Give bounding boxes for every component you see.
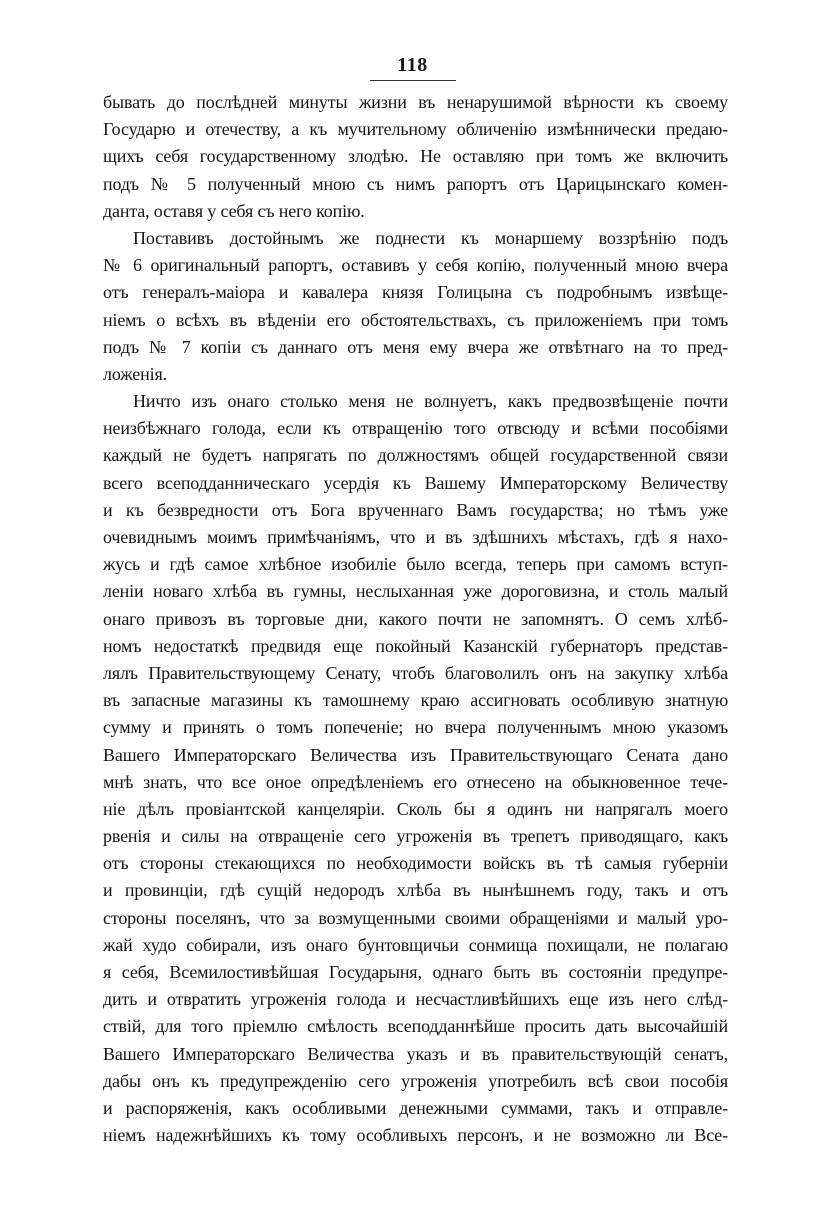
text-line: подъ № 7 копіи съ даннаго отъ меня ему вчера же отвѣтнаго на то пред- — [103, 336, 728, 357]
text-line: бывать до послѣдней минуты жизни въ ненарушимой вѣрности къ своему — [103, 92, 728, 112]
text-line: каждый не будетъ напрягать по должностямъ общей государственной связи — [103, 445, 728, 466]
text-line: ствій, для того пріемлю смѣлость всеподданнѣйше просить дать высочайшій — [103, 1016, 728, 1037]
text-line: данта, оставя у себя съ него копію. — [103, 200, 365, 221]
paragraph — [103, 388, 728, 1149]
paragraph — [103, 225, 728, 388]
text-line: лялъ Правительствующему Сенату, чтобъ благоволилъ онъ на закупку хлѣба — [103, 662, 728, 683]
page-number-rule — [370, 80, 456, 81]
text-line: Вашего Императорскаго Величества изъ Правительствующаго Сената дано — [103, 744, 728, 765]
text-line: отъ стороны стекающихся по необходимости войскъ въ тѣ самыя губерніи — [103, 853, 728, 874]
text-line: ніемъ надежнѣйшихъ къ тому особливыхъ персонъ, и не возможно ли Все- — [103, 1125, 728, 1146]
page-body — [103, 89, 728, 1149]
text-line: стороны поселянъ, что за возмущенными своими обращеніями и малый уро- — [103, 907, 728, 928]
text-line: въ запасные магазины къ тамошнему краю ассигновать особливую знатную — [103, 690, 728, 711]
text-line: онаго привозъ въ торговые дни, какого почти не запомнятъ. О семъ хлѣб- — [103, 608, 728, 629]
text-line: номъ недостаткѣ предвидя еще покойный Казанскій губернаторъ представ- — [103, 635, 728, 656]
text-line: № 6 оригинальный рапортъ, оставивъ у себя копію, полученный мною вчера — [103, 255, 728, 276]
text-line: я себя, Всемилостивѣйшая Государыня, однаго быть въ состояніи предупре- — [103, 962, 728, 982]
text-line: ніе дѣлъ провіантской канцеляріи. Сколь бы я одинъ ни напрягалъ моего — [103, 798, 728, 819]
text-line: и провинціи, гдѣ сущій недородъ хлѣба въ нынѣшнемъ году, такъ и отъ — [103, 880, 728, 901]
text-line: ложенія. — [103, 363, 167, 384]
text-line: мнѣ знать, что все оное опредѣленіемъ его отнесено на обыкновенное тече- — [103, 771, 728, 792]
text-line: жусь и гдѣ самое хлѣбное изобиліе было всегда, теперь при самомъ вступ- — [103, 554, 728, 575]
text-line: жай худо собирали, изъ онаго бунтовщичьи сонмища похищали, не полагаю — [103, 934, 728, 955]
text-line: очевиднымъ моимъ примѣчаніямъ, что и въ здѣшнихъ мѣстахъ, гдѣ я нахо- — [103, 527, 728, 547]
text-line: дабы онъ къ предупрежденію сего угроженія употребилъ всѣ свои пособія — [103, 1070, 728, 1091]
text-line: сумму и принять о томъ попеченіе; но вчера полученнымъ мною указомъ — [103, 717, 728, 738]
text-line: щихъ себя государственному злодѣю. Не оставляю при томъ же включить — [103, 146, 728, 167]
paragraph — [103, 89, 728, 225]
text-line: Государю и отечеству, а къ мучительному обличенію измѣннически предаю- — [103, 119, 728, 140]
text-line: дить и отвратить угроженія голода и несчастливѣйшихъ еще изъ него слѣд- — [103, 989, 728, 1010]
text-line: Ничто изъ онаго столько меня не волнуетъ, какъ предвозвѣщеніе почти — [133, 391, 728, 412]
text-line: ніемъ о всѣхъ въ вѣденіи его обстоятельствахъ, съ приложеніемъ при томъ — [103, 309, 728, 330]
text-line: и къ безвредности отъ Бога врученнаго Вамъ государства; но тѣмъ уже — [103, 499, 728, 520]
text-line: Вашего Императорскаго Величества указъ и въ правительствующій сенатъ, — [103, 1043, 728, 1064]
text-line: всего всеподданническаго усердія къ Вашему Императорскому Величеству — [103, 472, 728, 493]
text-line: отъ генералъ-маіора и кавалера князя Голицына съ подробнымъ извѣще- — [103, 282, 728, 303]
page-number: 118 — [397, 54, 428, 76]
text-line: подъ № 5 полученный мною съ нимъ рапортъ отъ Царицынскаго комен- — [103, 173, 728, 194]
text-line: леніи новаго хлѣба въ гумны, неслыханная уже дороговизна, и столь малый — [103, 581, 728, 602]
text-line: и распоряженія, какъ особливыми денежными суммами, такъ и отправле- — [103, 1097, 728, 1118]
text-line: рвенія и силы на отвращеніе сего угроженія въ трепетъ приводящаго, какъ — [103, 826, 728, 847]
text-line: неизбѣжнаго голода, если къ отвращенію того отвсюду и всѣми пособіями — [103, 418, 728, 439]
text-line: Поставивъ достойнымъ же поднести къ монаршему воззрѣнію подъ — [133, 227, 728, 248]
